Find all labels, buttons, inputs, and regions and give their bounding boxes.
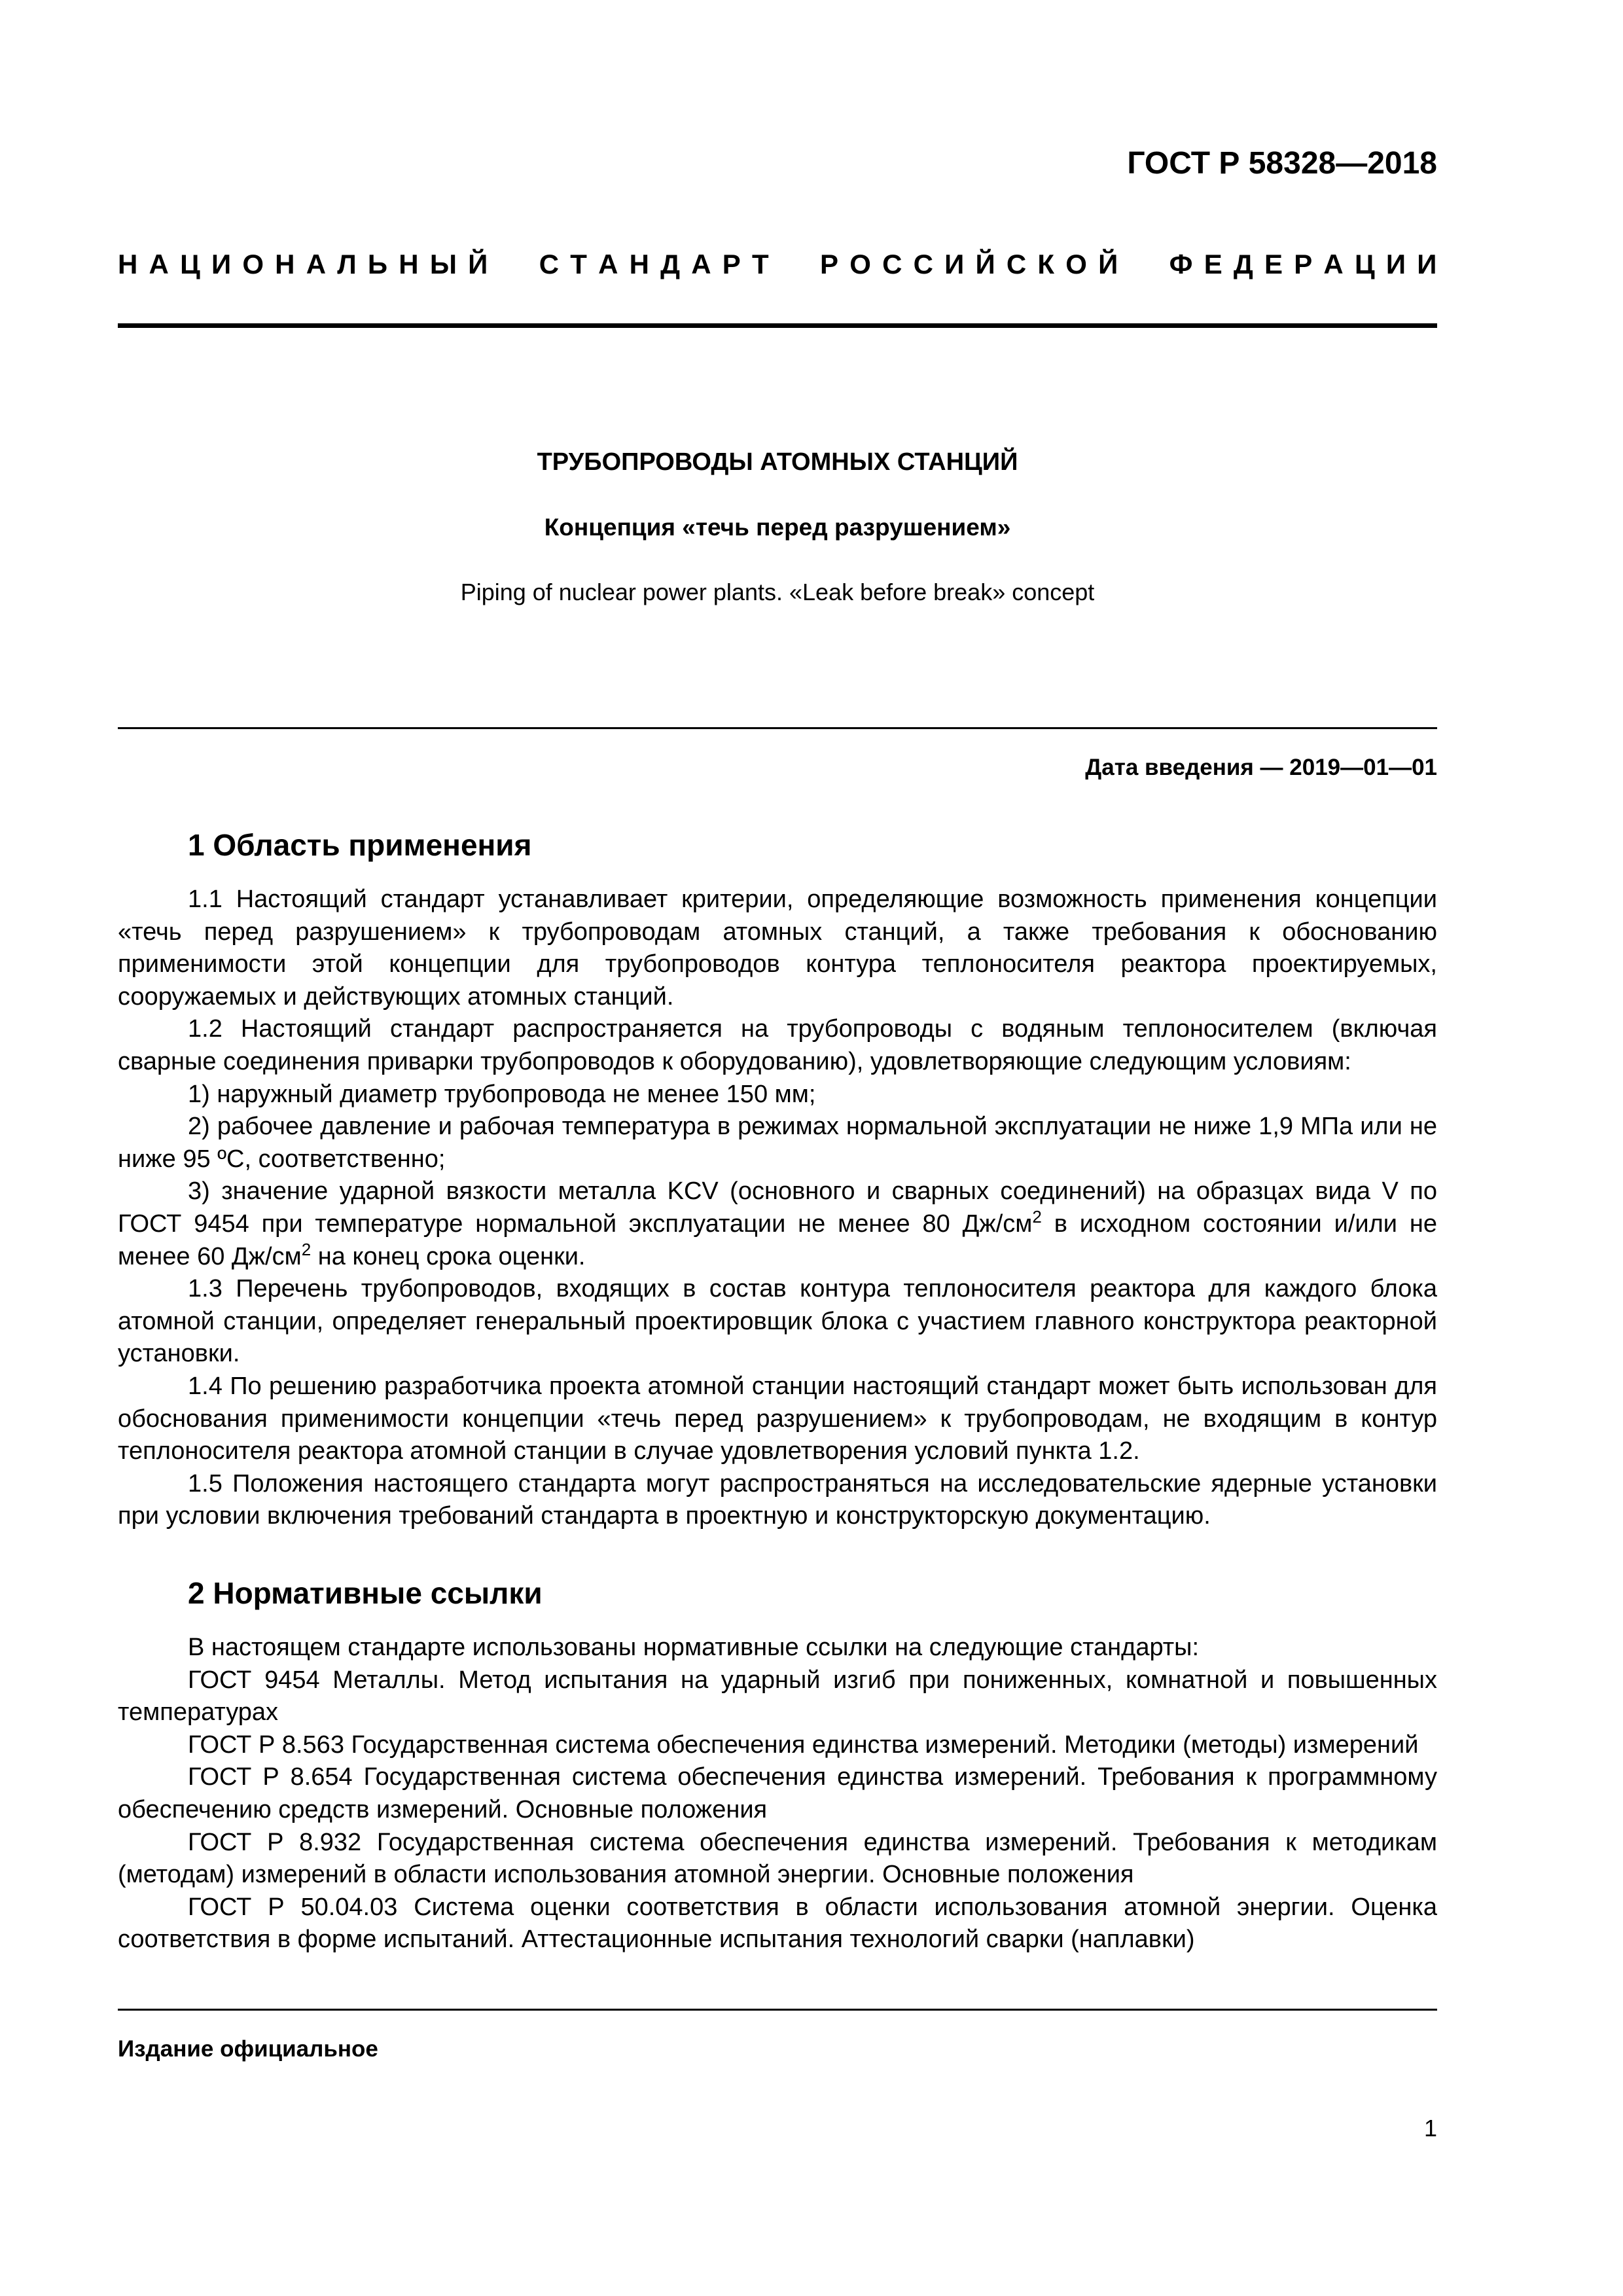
paragraph-1-4: 1.4 По решению разработчика проекта атомной станции настоящий стандарт может быть использован для обоснования применимости концепции «течь перед разрушением» к трубопроводам, не входящим в контур теплоносителя реактора атомной станции в случае удовлетворения условий пункта 1.2. xyxy=(118,1372,1437,1465)
national-letter: Ц xyxy=(1354,249,1375,279)
national-letter: И xyxy=(1385,249,1406,279)
national-letter: Р xyxy=(1294,249,1313,279)
national-letter: С xyxy=(1006,249,1027,279)
national-letter: И xyxy=(211,249,232,279)
list-item-3 xyxy=(118,1175,1437,1273)
document-subtitle: Концепция «течь перед разрушением» xyxy=(544,514,1011,541)
reference-item: ГОСТ Р 8.932 Государственная система обеспечения единства измерений. Требования к методикам (методам) измерений в области использования атомной энергии. Основные положения xyxy=(118,1828,1437,1889)
national-letter: Н xyxy=(275,249,295,279)
reference-item: ГОСТ Р 8.563 Государственная система обеспечения единства измерений. Методики (методы) измерений xyxy=(188,1731,1419,1759)
page-number: 1 xyxy=(1423,2115,1437,2142)
national-letter: А xyxy=(691,249,711,279)
national-letter: Т xyxy=(570,249,587,279)
national-letter: Й xyxy=(975,249,995,279)
national-letter: Ц xyxy=(180,249,200,279)
paragraph-1-1: 1.1 Настоящий стандарт устанавливает критерии, определяющие возможность применения концепции «течь перед разрушением» к трубопроводам атомных станций, а также требования к обоснованию применимости этой концепции для трубопроводов контура теплоносителя реактора проектируемых, сооружаемых и действующих атомных станций. xyxy=(118,886,1437,1011)
header-divider xyxy=(118,323,1437,328)
national-letter: Е xyxy=(1204,249,1222,279)
paragraph-1-2: 1.2 Настоящий стандарт распространяется на трубопроводы с водяным теплоносителем (включая сварные соединения приварки трубопроводов к оборудованию), удовлетворяющие следующим условиям: xyxy=(118,1015,1437,1075)
reference-item: ГОСТ Р 50.04.03 Система оценки соответствия в области использования атомной энергии. Оценка соответствия в форме испытаний. Аттестационные испытания технологий сварки (наплавки) xyxy=(118,1893,1437,1954)
footer-divider xyxy=(118,2009,1437,2011)
word-gap xyxy=(780,249,809,288)
section-scope-body xyxy=(118,884,1437,1533)
superscript: 2 xyxy=(1032,1206,1042,1227)
section-references-body xyxy=(118,1632,1437,1956)
national-letter: С xyxy=(882,249,902,279)
national-letter: Р xyxy=(722,249,741,279)
word-gap xyxy=(499,249,528,288)
list-item-3-text-a: 3) значение ударной вязкости металла KCV (основного и сварных соединений) на образцах вида V по ГОСТ 9454 при температуре нормальной эксплуатации не менее 80 Дж/см xyxy=(118,1177,1437,1238)
national-letter: Й xyxy=(1098,249,1118,279)
national-letter: Ы xyxy=(429,249,457,279)
national-letter: Ф xyxy=(1169,249,1193,279)
national-letter: Й xyxy=(468,249,488,279)
list-item-2: 2) рабочее давление и рабочая температура в режимах нормальной эксплуатации не ниже 1,9 МПа или не ниже 95 ºС, соответственно; xyxy=(118,1113,1437,1173)
document-title-english: Piping of nuclear power plants. «Leak before break» concept xyxy=(460,579,1095,605)
national-letter: К xyxy=(1037,249,1055,279)
national-letter: И xyxy=(1417,249,1437,279)
national-letter: О xyxy=(1065,249,1087,279)
national-letter: Д xyxy=(660,249,681,279)
national-letter: О xyxy=(242,249,264,279)
national-letter: А xyxy=(598,249,618,279)
reference-item: ГОСТ Р 8.654 Государственная система обеспечения единства измерений. Требования к программному обеспечению средств измерений. Основные положения xyxy=(118,1763,1437,1823)
edition-label: Издание официальное xyxy=(118,2036,378,2062)
section-heading-references: 2 Нормативные ссылки xyxy=(188,1576,543,1610)
national-letter: Н xyxy=(118,249,138,279)
national-letter: А xyxy=(306,249,327,279)
paragraph-1-5: 1.5 Положения настоящего стандарта могут распространяться на исследовательские ядерные установки при условии включения требований стандарта в проектную и конструкторскую документацию. xyxy=(118,1469,1437,1530)
list-item-3-text-b: в исходном состоянии и/или не менее 60 Дж/см xyxy=(118,1210,1437,1270)
national-letter: Д xyxy=(1233,249,1253,279)
word-gap xyxy=(1129,249,1158,288)
document-page xyxy=(118,0,1437,2296)
national-letter: Т xyxy=(751,249,769,279)
document-title: ТРУБОПРОВОДЫ АТОМНЫХ СТАНЦИЙ xyxy=(537,448,1018,476)
national-letter: С xyxy=(913,249,933,279)
national-letter: Н xyxy=(399,249,419,279)
national-letter: О xyxy=(849,249,871,279)
national-letter: С xyxy=(539,249,560,279)
national-standard-banner xyxy=(118,249,1437,288)
national-letter: А xyxy=(1323,249,1344,279)
national-letter: Л xyxy=(337,249,357,279)
reference-item: ГОСТ 9454 Металлы. Метод испытания на ударный изгиб при пониженных, комнатной и повышенных температурах xyxy=(118,1666,1437,1727)
title-divider xyxy=(118,727,1437,729)
introduction-date: Дата введения — 2019—01—01 xyxy=(1085,755,1437,780)
national-letter: Ь xyxy=(367,249,388,279)
national-letter: Е xyxy=(1264,249,1283,279)
section-heading-scope: 1 Область применения xyxy=(188,828,532,862)
national-letter: И xyxy=(944,249,965,279)
paragraph-1-3: 1.3 Перечень трубопроводов, входящих в состав контура теплоносителя реактора для каждого блока атомной станции, определяет генеральный проектировщик блока с участием главного конструктора реакторной установки. xyxy=(118,1275,1437,1368)
superscript: 2 xyxy=(301,1239,312,1259)
national-letter: А xyxy=(149,249,169,279)
references-intro: В настоящем стандарте использованы нормативные ссылки на следующие стандарты: xyxy=(188,1634,1200,1661)
national-letter: Н xyxy=(629,249,649,279)
document-number: ГОСТ Р 58328—2018 xyxy=(1127,146,1437,181)
national-letter: Р xyxy=(820,249,839,279)
list-item-1: 1) наружный диаметр трубопровода не менее 150 мм; xyxy=(188,1080,816,1108)
list-item-3-text-c: на конец срока оценки. xyxy=(311,1242,586,1270)
